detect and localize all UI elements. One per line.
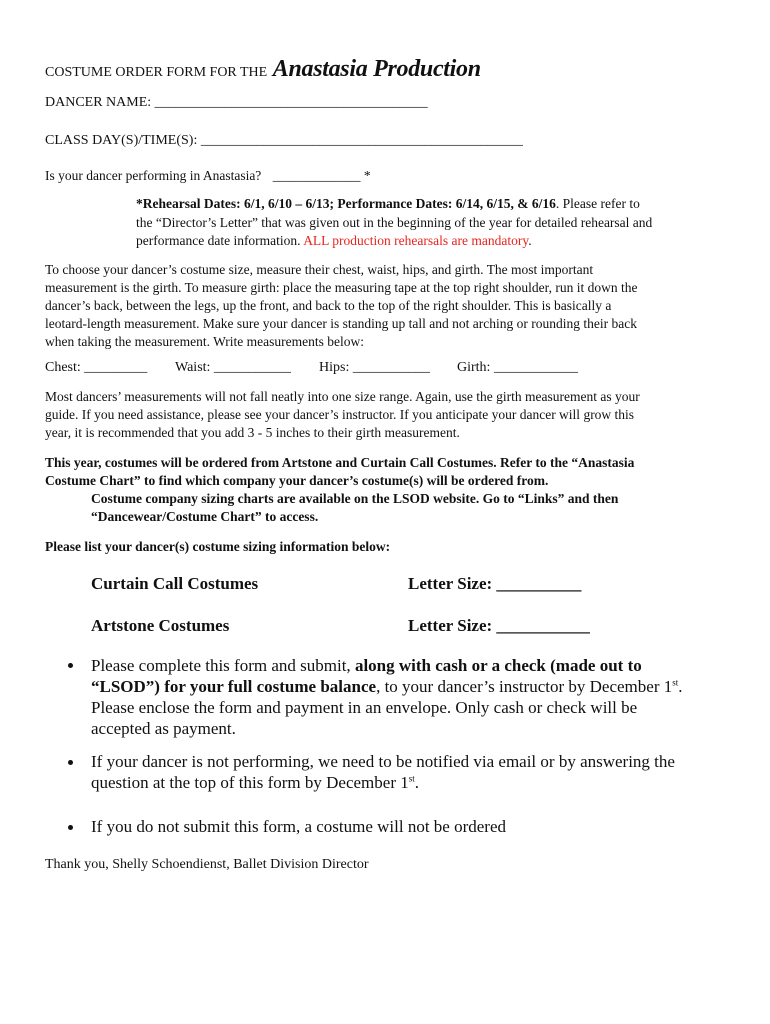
rehearsal-period: . <box>528 233 532 248</box>
class-day-field[interactable]: CLASS DAY(S)/TIME(S): ______________________________________________ <box>45 133 523 148</box>
bullet-icon <box>68 825 73 830</box>
chest-field[interactable]: Chest: _________ <box>45 360 148 375</box>
rehearsal-line-1 <box>136 196 640 212</box>
size-note-2: guide. If you need assistance, please see your dancer’s instructor. If you anticipate your dancer will grow this <box>45 407 635 422</box>
bullet-2-line-2 <box>91 773 419 793</box>
bullet-icon <box>68 663 73 668</box>
hips-field[interactable]: Hips: ___________ <box>319 360 430 375</box>
artstone-label: Artstone Costumes <box>91 616 230 635</box>
mandatory-notice: ALL production rehearsals are mandatory <box>303 233 529 248</box>
header-prefix: COSTUME ORDER FORM FOR THE <box>45 65 268 80</box>
size-note-1: Most dancers’ measurements will not fall neatly into one size range. Again, use the girth measurement as your <box>45 389 640 404</box>
rehearsal-line-3 <box>136 233 532 249</box>
measure-intro-4: leotard-length measurement. Make sure your dancer is standing up tall and not arching or rounding their back <box>45 316 637 331</box>
bullet-icon <box>68 760 73 765</box>
bullet-2-sup: st <box>408 773 415 784</box>
bullet-3-line: If you do not submit this form, a costume will not be ordered <box>91 817 507 836</box>
performing-question <box>45 168 371 184</box>
performing-question-text: Is your dancer performing in Anastasia? <box>45 168 262 183</box>
bullet-1-line-4: accepted as payment. <box>91 719 236 738</box>
list-prompt: Please list your dancer(s) costume sizing information below: <box>45 539 391 554</box>
performing-answer-field[interactable]: _____________ * <box>272 168 371 183</box>
waist-field[interactable]: Waist: ___________ <box>175 360 291 375</box>
form-header <box>45 56 481 83</box>
company-note-2: Costume Chart” to find which company your dancer’s costume(s) will be ordered from. <box>45 473 549 488</box>
rehearsal-info: performance date information. <box>136 233 304 248</box>
rehearsal-refer: . Please refer to <box>555 196 640 211</box>
bullet-1-text-b: along with cash or a check (made out to <box>354 656 642 675</box>
bullet-1-sup: st <box>672 677 679 688</box>
dancer-name-field[interactable]: DANCER NAME: _______________________________________ <box>45 95 428 110</box>
rehearsal-dates: *Rehearsal Dates: 6/1, 6/10 – 6/13; Performance Dates: 6/14, 6/15, & 6/16 <box>136 196 556 211</box>
bullet-1-lsod: “LSOD”) for your full costume balance <box>91 677 377 696</box>
measure-intro-3: dancer’s back, between the legs, up the front, and back to the top of the right shoulder. This is basically a <box>45 298 612 313</box>
bullet-1-line-1 <box>91 656 642 676</box>
artstone-size-field[interactable]: Letter Size: ___________ <box>408 616 590 635</box>
bullet-1-line-2 <box>91 677 683 697</box>
measure-intro-1: To choose your dancer’s costume size, measure their chest, waist, hips, and girth. The most important <box>45 262 594 277</box>
curtain-call-label: Curtain Call Costumes <box>91 574 259 593</box>
size-note-3: year, it is recommended that you add 3 - 5 inches to their girth measurement. <box>45 425 460 440</box>
company-note-4: “Dancewear/Costume Chart” to access. <box>91 509 319 524</box>
bullet-1-text-a: Please complete this form and submit, <box>91 656 355 675</box>
bullet-1-period: . <box>678 677 683 696</box>
girth-field[interactable]: Girth: ____________ <box>457 360 578 375</box>
production-title: Anastasia Production <box>272 56 481 82</box>
signature: Thank you, Shelly Schoendienst, Ballet Division Director <box>45 857 369 872</box>
measure-intro-5: when taking the measurement. Write measurements below: <box>45 334 364 349</box>
bullet-1-deadline: , to your dancer’s instructor by December 1 <box>376 677 673 696</box>
company-note-1: This year, costumes will be ordered from Artstone and Curtain Call Costumes. Refer to the “Anastasia <box>45 455 635 470</box>
company-note-3: Costume company sizing charts are available on the LSOD website. Go to “Links” and then <box>91 491 619 506</box>
curtain-call-size-field[interactable]: Letter Size: __________ <box>408 574 582 593</box>
bullet-2-period: . <box>414 773 419 792</box>
measure-intro-2: measurement is the girth. To measure girth: place the measuring tape at the top right shoulder, run it down the <box>45 280 638 295</box>
bullet-1-line-3: Please enclose the form and payment in an envelope. Only cash or check will be <box>91 698 638 717</box>
rehearsal-line-2: the “Director’s Letter” that was given out in the beginning of the year for detailed rehearsal and <box>136 215 653 230</box>
bullet-2-line-1: If your dancer is not performing, we need to be notified via email or by answering the <box>91 752 675 771</box>
bullet-2-text: question at the top of this form by December 1 <box>91 773 409 792</box>
